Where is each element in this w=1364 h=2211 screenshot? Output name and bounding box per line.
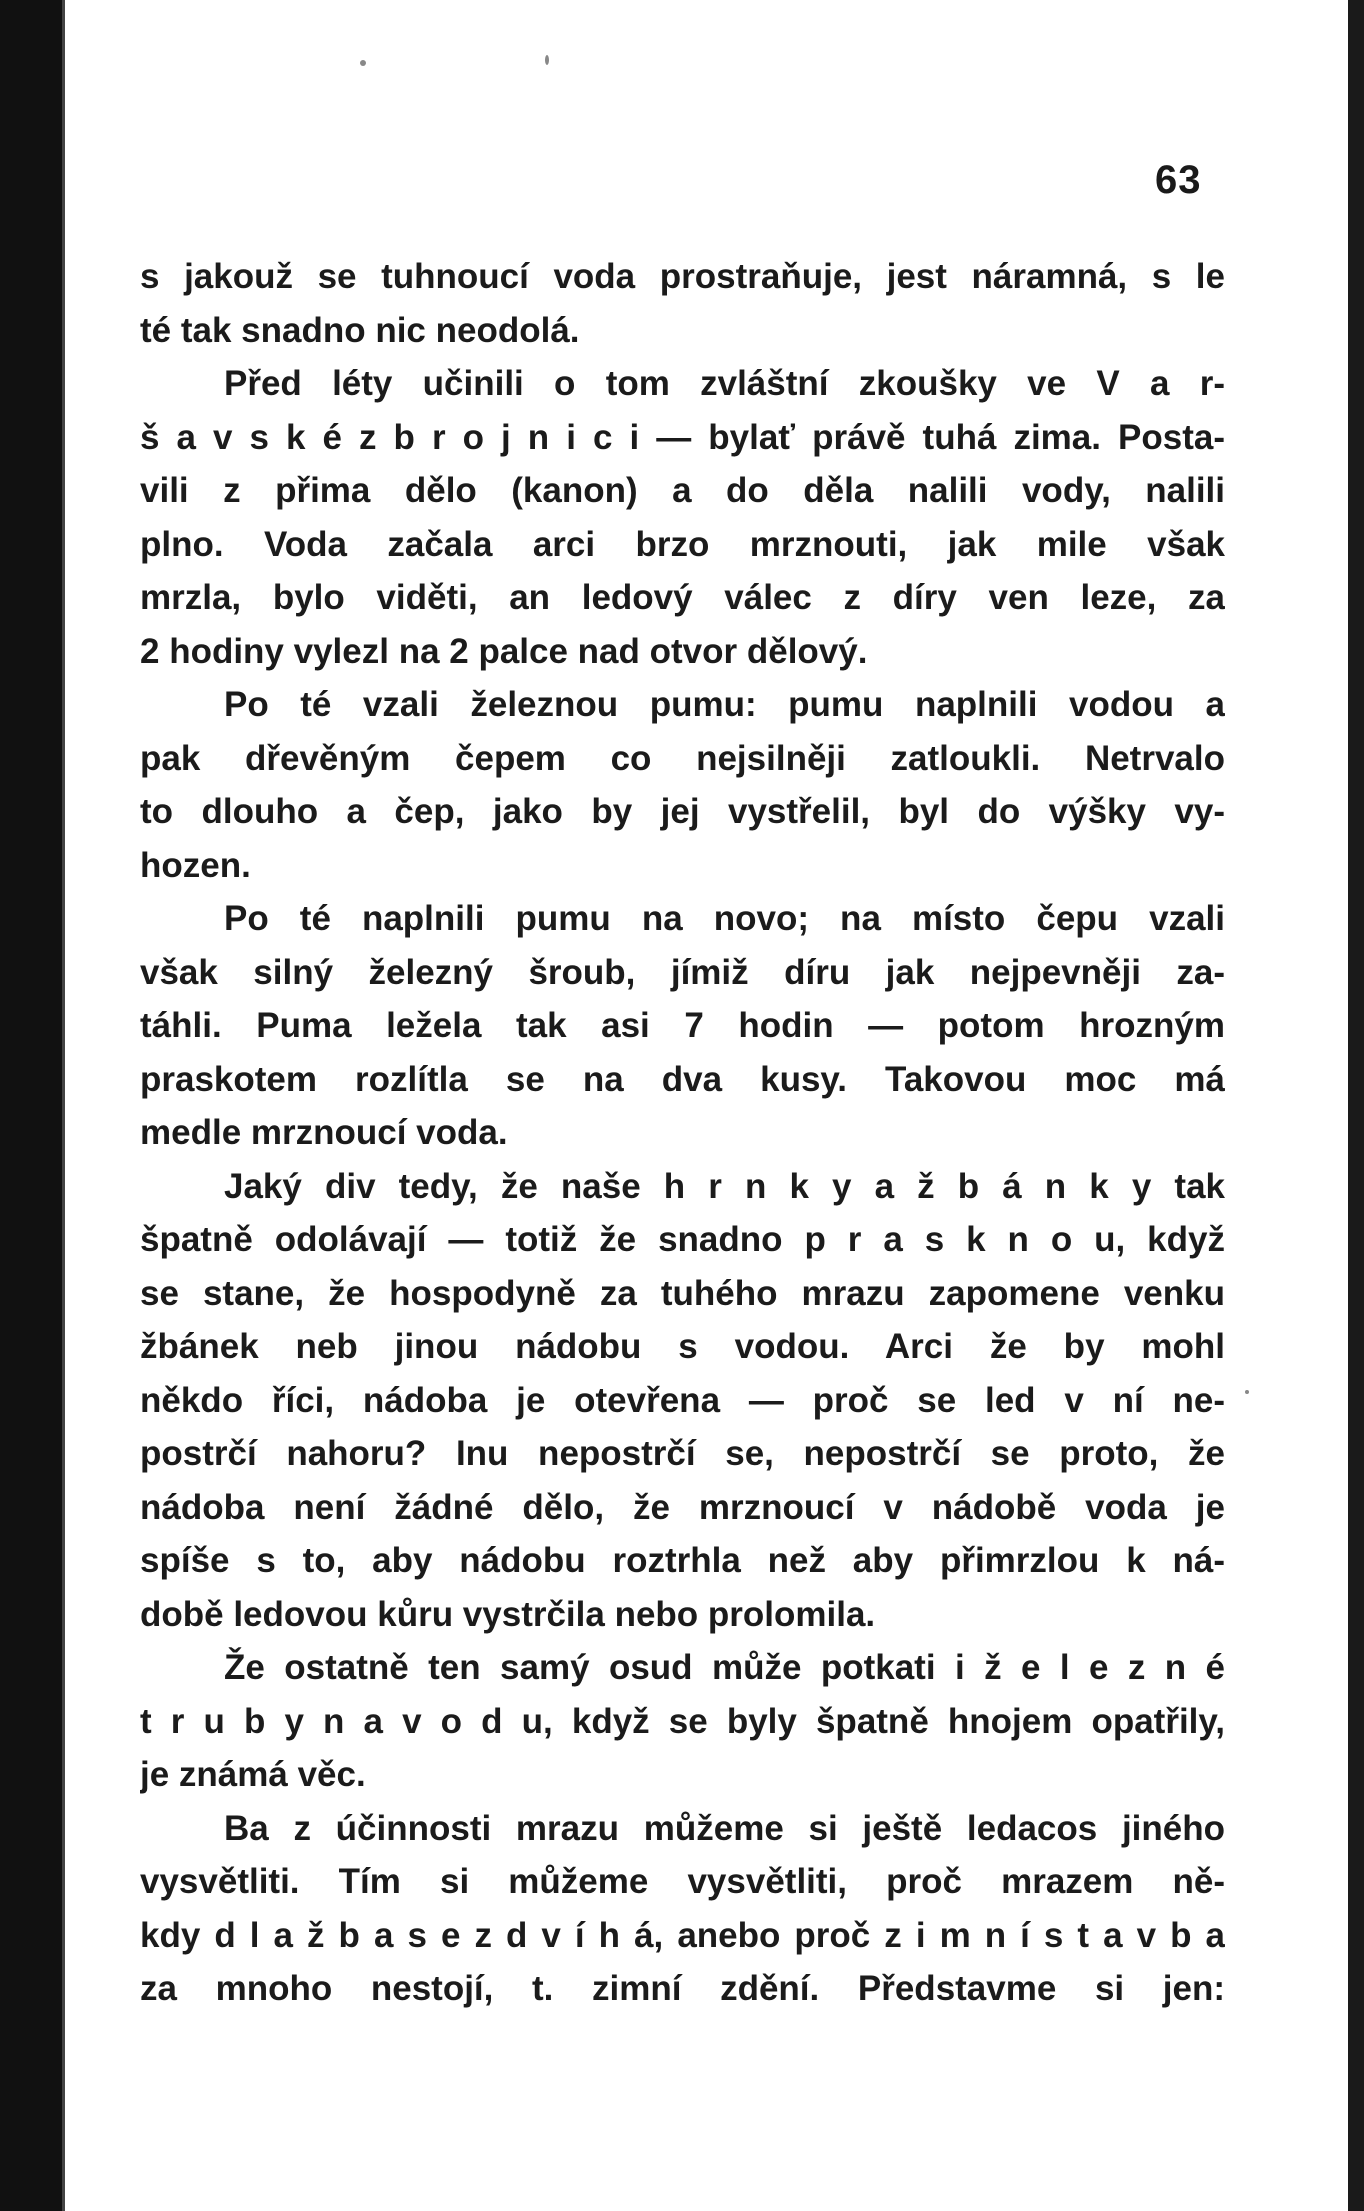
text-line: pak dřevěným čepem co nejsilněji zatloukli. Netrvalo	[140, 738, 1225, 778]
text-line: době ledovou kůru vystrčila nebo prolomila.	[140, 1594, 876, 1634]
scan-speck	[360, 60, 366, 66]
text-line: Že ostatně ten samý osud může potkati i ž e l e z n é	[224, 1648, 1225, 1687]
page-number: 63	[1155, 158, 1202, 202]
text-line: spíše s to, aby nádobu roztrhla než aby přimrzlou k ná-	[140, 1541, 1225, 1580]
text-line: to dlouho a čep, jako by jej vystřelil, byl do výšky vy-	[140, 792, 1225, 831]
text-line: postrčí nahoru? Inu nepostrčí se, nepostrčí se proto, že	[140, 1434, 1225, 1473]
text-line: s jakouž se tuhnoucí voda prostraňuje, jest náramná, s le	[140, 257, 1225, 296]
text-line: t r u b y n a v o d u, když se byly špatně hnojem opatřily,	[140, 1701, 1225, 1741]
text-line: kdy d l a ž b a s e z d v í h á, anebo proč z i m n í s t a v b a	[140, 1915, 1225, 1955]
text-line: š a v s k é z b r o j n i c i — bylať právě tuhá zima. Posta-	[140, 417, 1225, 457]
text-line: se stane, že hospodyně za tuhého mrazu zapomene venku	[140, 1273, 1225, 1313]
text-line: však silný železný šroub, jímiž díru jak nejpevněji za-	[140, 952, 1225, 992]
scan-speck	[545, 55, 549, 65]
scan-right-edge	[1348, 0, 1364, 2211]
scan-left-edge	[0, 0, 62, 2211]
text-line: vili z přima dělo (kanon) a do děla nalili vody, nalili	[140, 471, 1225, 510]
scan-left-edge-shadow	[62, 0, 65, 2211]
body-text	[140, 250, 1225, 2016]
text-line: táhli. Puma ležela tak asi 7 hodin — potom hrozným	[140, 1006, 1225, 1045]
text-line: hozen.	[140, 845, 251, 885]
text-line: nádoba není žádné dělo, že mrznoucí v nádobě voda je	[140, 1487, 1225, 1527]
text-line: té tak snadno nic neodolá.	[140, 310, 580, 350]
text-line: žbánek neb jinou nádobu s vodou. Arci že by mohl	[140, 1327, 1225, 1366]
text-line: špatně odolávají — totiž že snadno p r a s k n o u, když	[140, 1220, 1225, 1259]
text-line: Jaký div tedy, že naše h r n k y a ž b á n k y tak	[224, 1166, 1225, 1206]
text-line: je známá věc.	[140, 1755, 366, 1794]
text-line: Před léty učinili o tom zvláštní zkoušky ve V a r-	[224, 364, 1225, 403]
text-line: někdo říci, nádoba je otevřena — proč se led v ní ne-	[140, 1380, 1225, 1420]
scan-speck	[1245, 1390, 1249, 1394]
text-line: Po té vzali železnou pumu: pumu naplnili vodou a	[224, 685, 1225, 724]
text-line: vysvětliti. Tím si můžeme vysvětliti, proč mrazem ně-	[140, 1862, 1225, 1901]
text-line: praskotem rozlítla se na dva kusy. Takovou moc má	[140, 1059, 1225, 1099]
text-line: mrzla, bylo viděti, an ledový válec z díry ven leze, za	[140, 578, 1225, 617]
text-line: za mnoho nestojí, t. zimní zdění. Představme si jen:	[140, 1969, 1225, 2008]
text-line: medle mrznoucí voda.	[140, 1113, 508, 1152]
text-line: 2 hodiny vylezl na 2 palce nad otvor dělový.	[140, 631, 868, 671]
text-line: Ba z účinnosti mrazu můžeme si ještě ledacos jiného	[224, 1808, 1225, 1848]
text-line: Po té naplnili pumu na novo; na místo čepu vzali	[224, 899, 1225, 938]
text-line: plno. Voda začala arci brzo mrznouti, jak mile však	[140, 524, 1225, 564]
